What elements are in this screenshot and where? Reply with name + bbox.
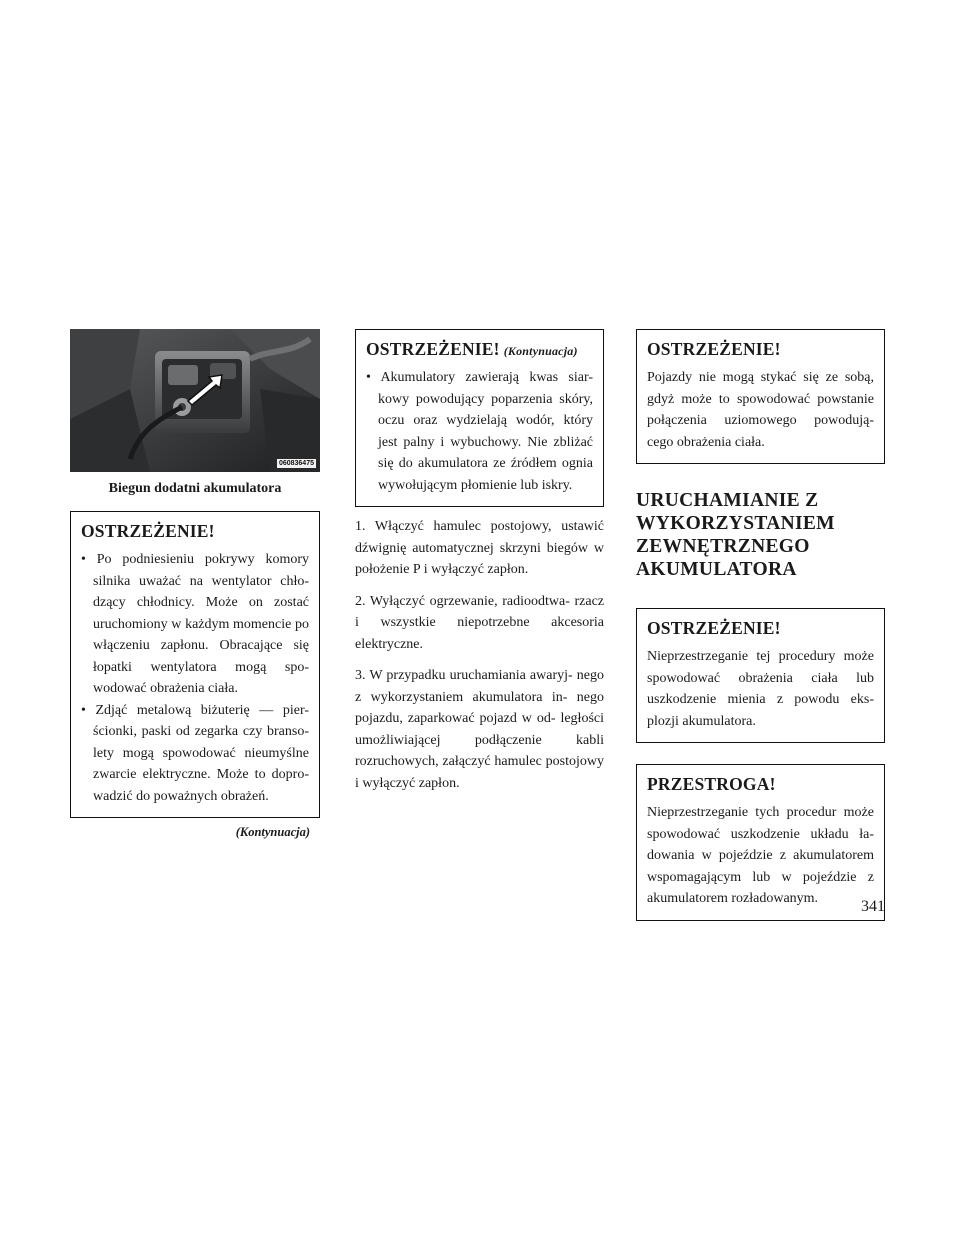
warning-bullet: • Akumulatory zawierają kwas siar- kowy powodujący poparzenia skóry, oczu oraz wydzielają wodór, który jest palny i wybuchowy. Nie zbliżać się do akumulatora ze źródłem ognia wywołującym płomienie lub iskry. <box>366 370 593 493</box>
figure-code: 060836475 <box>278 460 314 467</box>
warning-box-fan <box>70 511 320 818</box>
section-heading: URUCHAMIANIE Z WYKORZYSTANIEM ZEWNĘTRZNEGO AKUMULATORA <box>636 490 835 580</box>
warning-text: Nieprzestrzeganie tej procedury może spowodować obrażenia ciała lub uszkodzenie mienia z powodu eks- plozji akumulatora. <box>647 649 874 729</box>
step-2: 2. Wyłączyć ogrzewanie, radioodtwa- rzacz i wszystkie niepotrzebne akcesoria elektryczne. <box>355 593 604 652</box>
warning-bullet: • Zdjąć metalową biżuterię — pier- ścionki, paski od zegarka czy branso- lety mogą spowodować nieumyślne zwarcie elektryczne. Może to dopro- wadzić do poważnych obrażeń. <box>81 702 309 804</box>
warning-text: Pojazdy nie mogą stykać się ze sobą, gdyż może to spowodować powstanie połączenia uziomowego powodują- cego obrażenia ciała. <box>647 370 874 450</box>
warning-bullet: • Po podniesieniu pokrywy komory silnika uważać na wentylator chło- dzący chłodnicy. Może on zostać uruchomiony w każdym momencie po włączeniu zapłonu. Obracające się łopatki wentylatora mogą spo- wodować obrażenia ciała. <box>81 552 309 696</box>
caution-text: Nieprzestrzeganie tych procedur może spowodować uszkodzenie układu ła- dowania w pojeździe z akumulatorem wspomagającym lub w pojeździe z akumulatorem rozładowanym. <box>647 805 874 906</box>
battery-terminal-photo <box>70 329 320 472</box>
procedure-steps <box>355 516 604 794</box>
step-1: 1. Włączyć hamulec postojowy, ustawić dźwignię automatycznej skrzyni biegów w położenie P i wyłączyć zapłon. <box>355 519 604 577</box>
warning-title: OSTRZEŻENIE! <box>647 618 781 638</box>
figure-caption: Biegun dodatni akumulatora <box>108 481 282 496</box>
warning-box-contact <box>636 329 885 464</box>
caution-box <box>636 764 885 921</box>
page-number: 341 <box>861 898 885 915</box>
warning-title: OSTRZEŻENIE! <box>81 521 215 541</box>
continued-note: (Kontynuacja) <box>235 825 310 839</box>
warning-box-procedure <box>636 608 885 743</box>
left-column <box>70 329 320 840</box>
warning-title: OSTRZEŻENIE! (Kontynuacja) <box>366 339 578 359</box>
continued-label: (Kontynuacja) <box>503 344 578 358</box>
step-3: 3. W przypadku uruchamiania awaryj- nego z wykorzystaniem akumulatora in- nego pojazdu, zaparkować pojazd w od- ległości umożliwiającej podłączenie kabli rozruchowych, załączyć hamulec postojowy i wyłączyć zapłon. <box>355 668 604 791</box>
engine-bay-illustration <box>70 329 320 472</box>
warning-title: OSTRZEŻENIE! <box>647 339 781 359</box>
right-column <box>636 329 885 921</box>
warning-box-acid <box>355 329 604 507</box>
middle-column <box>355 329 604 804</box>
caution-title: PRZESTROGA! <box>647 774 776 794</box>
